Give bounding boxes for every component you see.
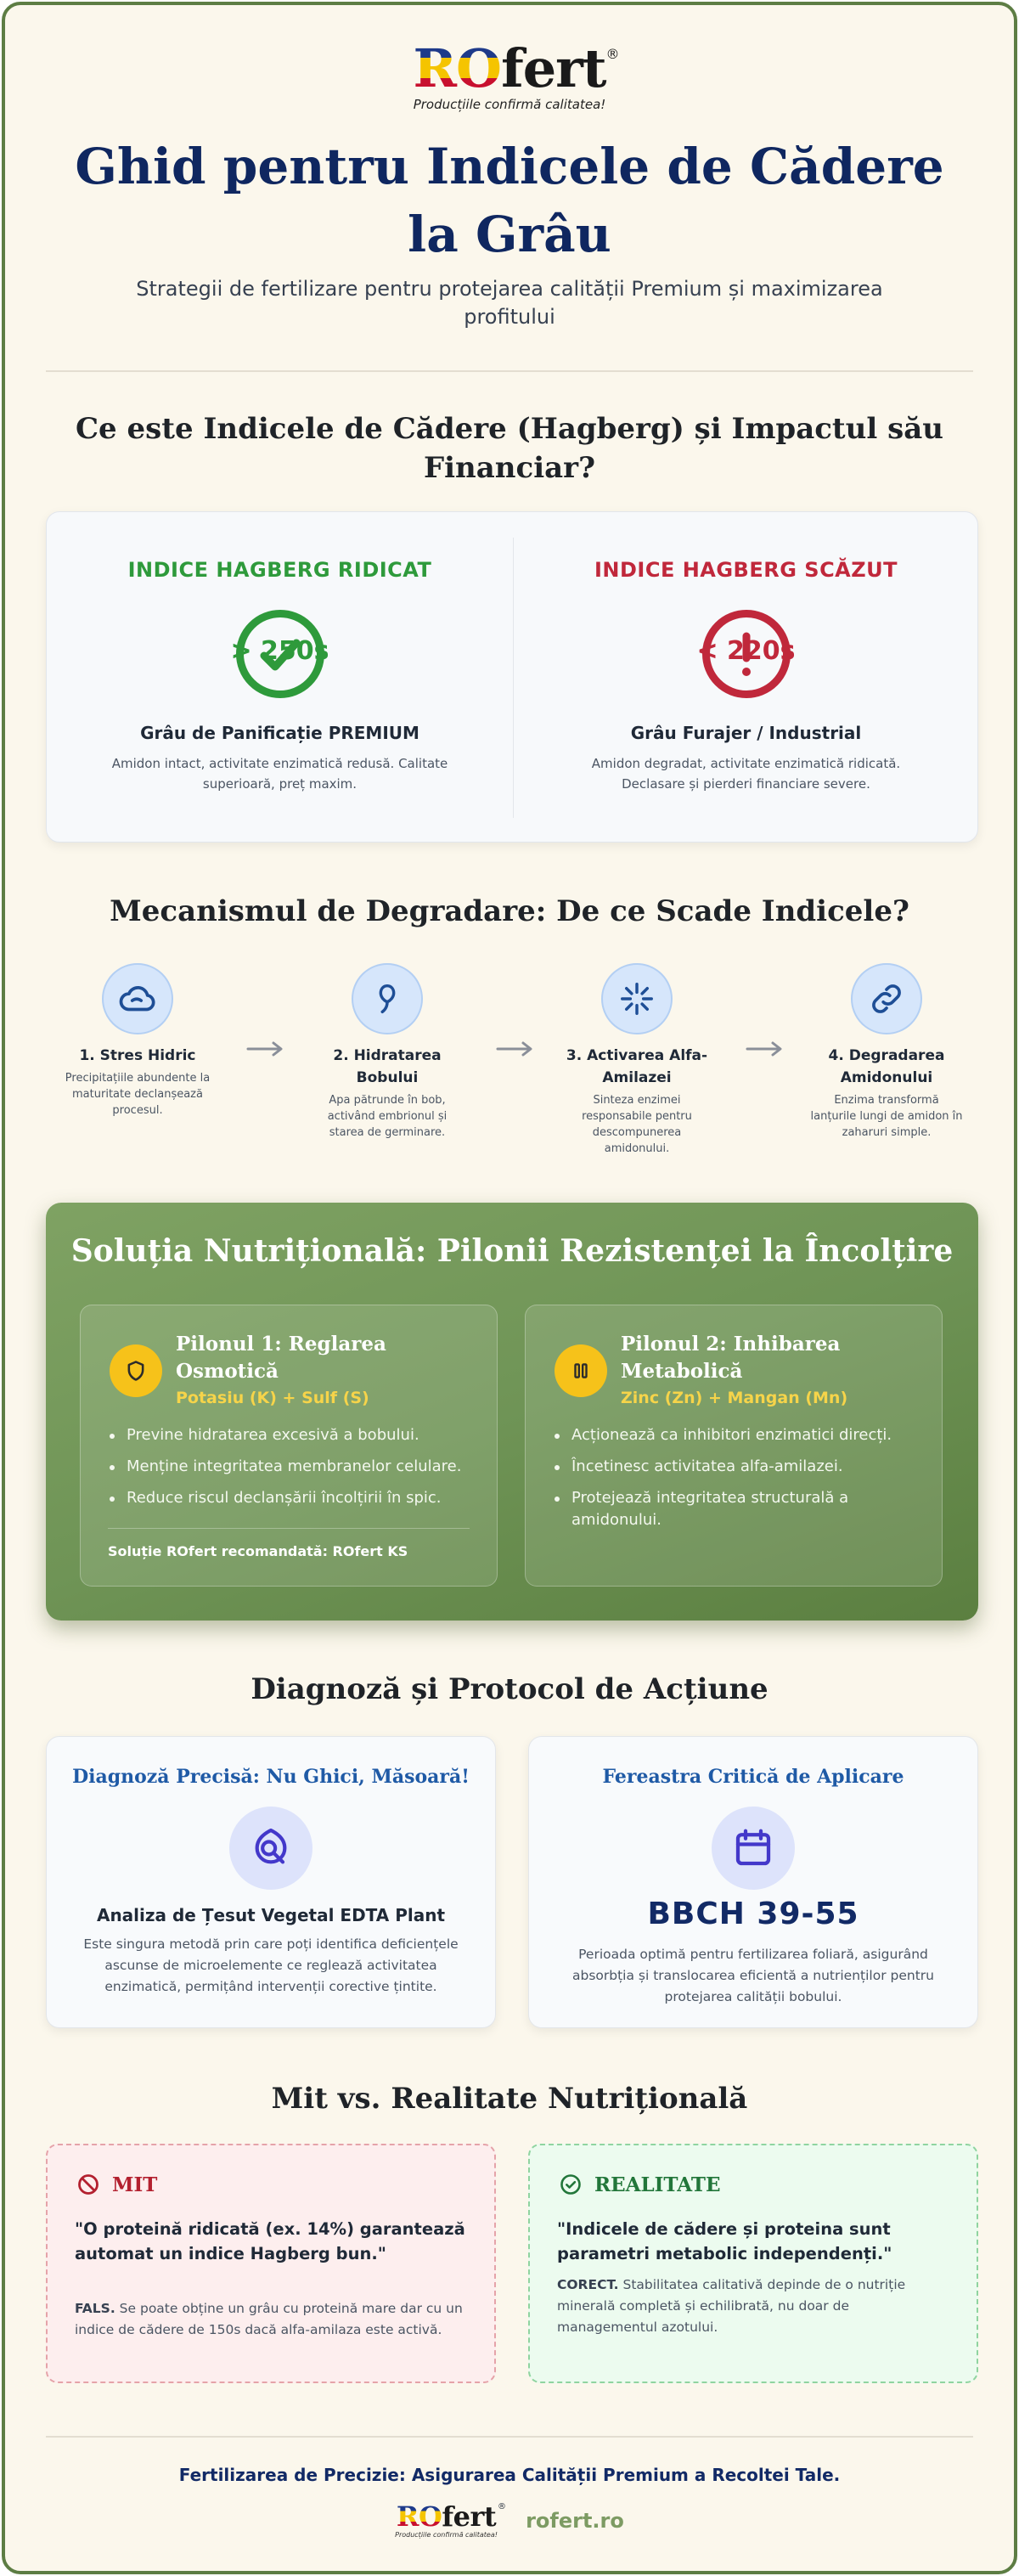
mechanism-step-3: [552, 963, 722, 1157]
pillar-divider: [108, 1528, 470, 1529]
reality-card: [528, 2144, 978, 2383]
pillar-title: Pilonul 1: Reglarea Osmotică: [176, 1333, 386, 1383]
list-item: Protejează integritatea structurală a amidonului.: [553, 1487, 916, 1531]
pillar-metabolic-card: [525, 1305, 943, 1587]
ban-icon: [76, 2173, 100, 2196]
mechanism-step-4: [802, 963, 971, 1141]
myth-card-header: [76, 2173, 157, 2196]
diagnosis-heading: Diagnoză și Protocol de Acțiune: [251, 1672, 768, 1706]
logo-tagline: Producțiile confirmă calitatea!: [413, 97, 606, 112]
myth-text: Se poate obține un grâu cu proteină mare dar cu un indice de cădere de 150s dacă alfa-amilaza este activă.: [75, 2301, 463, 2337]
header-divider: [46, 370, 973, 372]
reality-label: REALITATE: [594, 2173, 721, 2196]
cloud-icon: [102, 963, 173, 1034]
website-link[interactable]: rofert.ro: [526, 2508, 624, 2533]
pillar-benefits-list: [553, 1424, 916, 1541]
mechanism-step-title: 2. Hidratarea Bobului: [333, 1047, 442, 1086]
calendar-icon: [712, 1807, 795, 1890]
hagberg-high-description: Amidon intact, activitate enzimatică redusă. Calitate superioară, preț maxim.: [111, 756, 448, 792]
myth-reality-heading: Mit vs. Realitate Nutrițională: [271, 2082, 748, 2116]
mechanism-step-title: 1. Stres Hidric: [79, 1047, 196, 1064]
reality-text: Stabilitatea calitativă depinde de o nutriție minerală completă și echilibrată, nu doar de managementul azotului.: [557, 2277, 906, 2335]
pillar-nutrients: Potasiu (K) + Sulf (S): [176, 1389, 369, 1407]
mechanism-step-description: Enzima transformă lanțurile lungi de amidon în zaharuri simple.: [810, 1094, 963, 1139]
mechanism-step-2: [302, 963, 472, 1141]
hagberg-low-name: Grâu Furajer / Industrial: [630, 723, 862, 743]
hagberg-high-value: > 250s: [230, 636, 329, 666]
reality-card-header: [559, 2173, 721, 2196]
bbch-stage: BBCH 39-55: [647, 1897, 859, 1931]
myth-quote: "O proteină ridicată (ex. 14%) garantează automat un indice Hagberg bun.": [75, 2219, 465, 2263]
footer-tagline: Fertilizarea de Precizie: Asigurarea Calității Premium a Recoltei Tale.: [178, 2465, 841, 2485]
application-window-heading: Fereastra Critică de Aplicare: [602, 1766, 904, 1788]
logo-ro: RO: [413, 37, 502, 99]
check-circle-icon: [559, 2173, 583, 2196]
hagberg-comparison-card: [46, 511, 978, 843]
spark-icon: [601, 963, 673, 1034]
page-subtitle: Strategii de fertilizare pentru protejarea calității Premium și maximizarea profitului: [136, 277, 883, 329]
myth-label: MIT: [112, 2173, 158, 2196]
pillar-title: Pilonul 2: Inhibarea Metabolică: [621, 1333, 841, 1383]
hagberg-high-label: INDICE HAGBERG RIDICAT: [127, 558, 432, 582]
hagberg-high-name: Grâu de Panificație PREMIUM: [140, 723, 419, 743]
header-logo: [5, 37, 1014, 112]
pillar-nutrients: Zinc (Zn) + Mangan (Mn): [621, 1389, 848, 1407]
solution-panel: [46, 1203, 978, 1621]
leaf-search-icon: [229, 1807, 312, 1890]
seed-icon: [352, 963, 423, 1034]
mechanism-step-description: Apa pătrunde în bob, activând embrionul și starea de germinare.: [327, 1094, 448, 1139]
pillar-osmotic-card: [80, 1305, 498, 1587]
footer-brand: [5, 2502, 1014, 2539]
page-title: Ghid pentru Indicele de Cădere la Grâu: [75, 138, 944, 263]
mechanism-heading: Mecanismul de Degradare: De ce Scade Indicele?: [110, 894, 909, 928]
chain-link-icon: [851, 963, 922, 1034]
arrow-right-icon: [744, 1040, 786, 1057]
shield-icon: [110, 1344, 162, 1397]
product-recommendation: Soluție ROfert recomandată: ROfert KS: [108, 1543, 408, 1559]
mechanism-step-title: 4. Degradarea Amidonului: [828, 1047, 945, 1086]
list-item: Menține integritatea membranelor celulare.: [108, 1456, 471, 1478]
hagberg-low-description: Amidon degradat, activitate enzimatică ridicată. Declasare și pierderi financiare severe.: [591, 756, 901, 792]
reality-explanation: [557, 2274, 948, 2338]
arrow-right-icon: [245, 1040, 287, 1057]
list-item: Reduce riscul declanșării încolțirii în spic.: [108, 1487, 471, 1509]
diagnosis-card: [46, 1736, 496, 2028]
logo-ro: RO: [396, 2500, 442, 2533]
pillar-benefits-list: [108, 1424, 471, 1519]
reality-quote: "Indicele de cădere și proteina sunt parametri metabolic independenți.": [557, 2219, 892, 2263]
arrow-right-icon: [494, 1040, 537, 1057]
myth-card: [46, 2144, 496, 2383]
hagberg-low-column: [513, 512, 979, 843]
footer-logo: [395, 2500, 506, 2539]
application-window-card: [528, 1736, 978, 2028]
infographic-frame: [2, 2, 1017, 2574]
hagberg-high-column: [47, 512, 513, 843]
logo-tagline: Producțiile confirmă calitatea!: [395, 2531, 498, 2539]
hagberg-heading: Ce este Indicele de Cădere (Hagberg) și Impactul său Financiar?: [75, 412, 943, 485]
application-window-description: Perioada optimă pentru fertilizarea foliară, asigurând absorbția și translocarea eficientă a nutrienților pentru protejarea calității bobului.: [571, 1947, 934, 2004]
pause-icon: [555, 1344, 607, 1397]
diagnosis-card-heading: Diagnoză Precisă: Nu Ghici, Măsoară!: [72, 1766, 470, 1788]
myth-verdict: FALS.: [75, 2301, 115, 2316]
list-item: Acționează ca inhibitori enzimatici direcți.: [553, 1424, 916, 1446]
alert-circle-icon: [696, 610, 796, 698]
diagnosis-method-title: Analiza de Țesut Vegetal EDTA Plant: [96, 1905, 446, 1925]
logo-registered-mark: ®: [497, 2502, 506, 2511]
logo-registered-mark: ®: [605, 46, 620, 62]
footer-divider: [46, 2436, 973, 2438]
mechanism-step-description: Sinteza enzimei responsabile pentru descompunerea amidonului.: [582, 1094, 692, 1155]
diagnosis-method-description: Este singura metodă prin care poți identifica deficiențele ascunse de microelemente ce reglează activitatea enzimatică, permițând intervenții corective țintite.: [83, 1936, 459, 1994]
list-item: Încetinesc activitatea alfa-amilazei.: [553, 1456, 916, 1478]
check-circle-icon: [230, 610, 329, 698]
reality-verdict: CORECT.: [557, 2277, 619, 2292]
list-item: Previne hidratarea excesivă a bobului.: [108, 1424, 471, 1446]
hagberg-low-value: < 220s: [696, 636, 796, 666]
mechanism-step-1: [53, 963, 222, 1119]
logo-fert: fert: [501, 37, 606, 99]
solution-heading: Soluția Nutrițională: Pilonii Rezistenței la Încolțire: [70, 1233, 954, 1269]
mechanism-step-title: 3. Activarea Alfa-Amilazei: [566, 1047, 708, 1086]
mechanism-step-description: Precipitațiile abundente la maturitate declanșează procesul.: [65, 1072, 211, 1117]
hagberg-low-label: INDICE HAGBERG SCĂZUT: [594, 558, 898, 582]
logo-fert: fert: [442, 2500, 497, 2533]
myth-explanation: [75, 2298, 465, 2341]
